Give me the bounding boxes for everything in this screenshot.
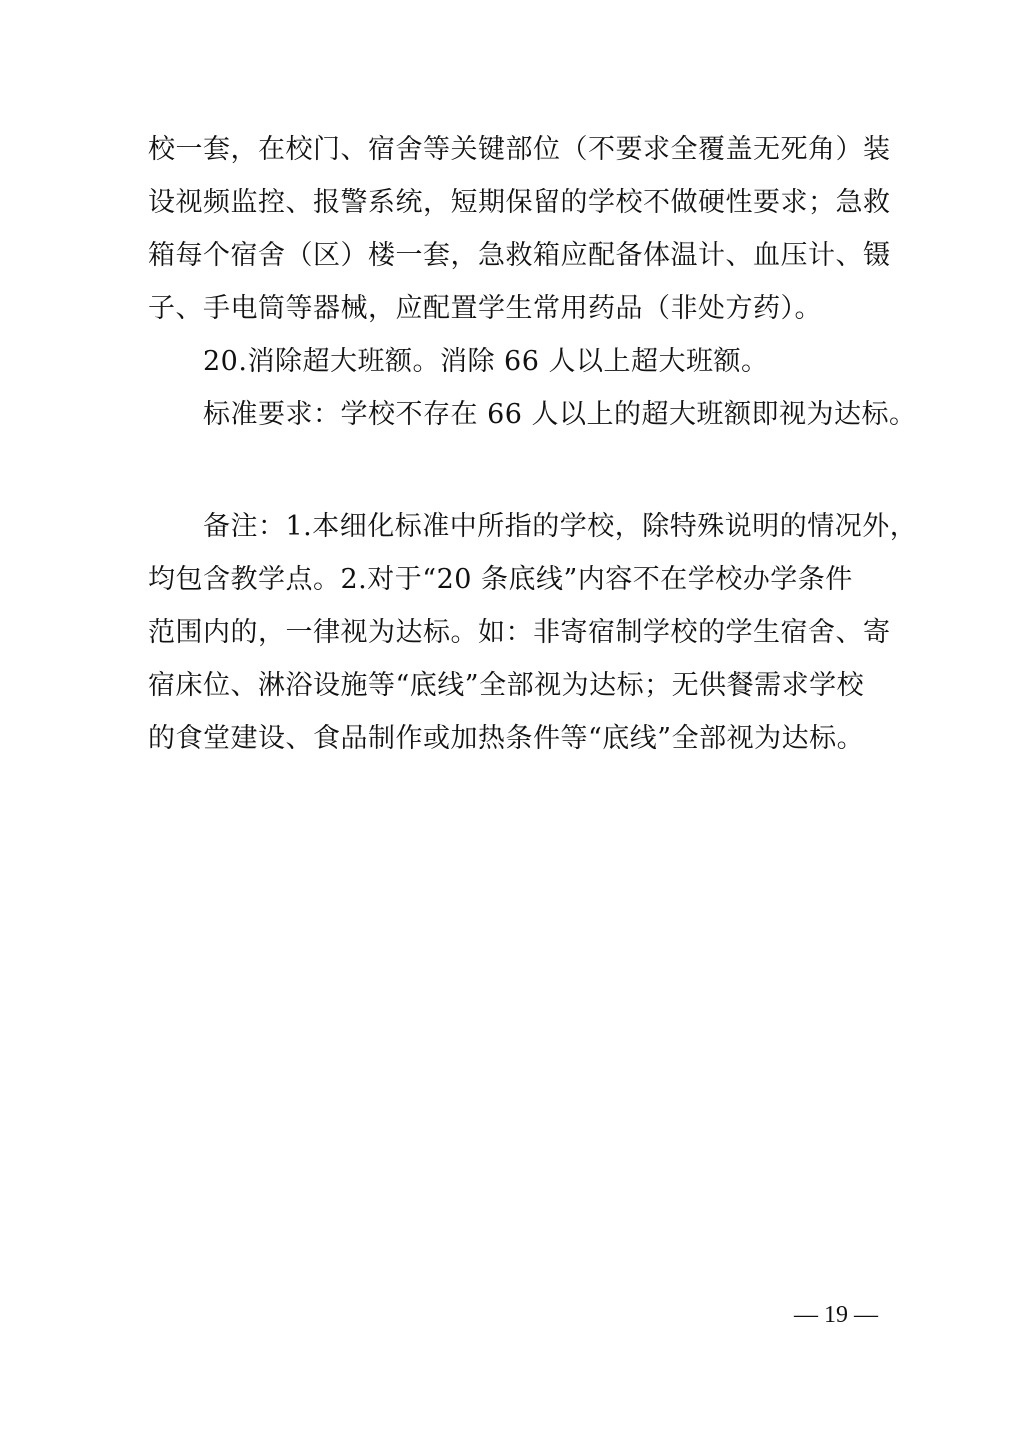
note-line: 均包含教学点。2.对于“20 条底线”内容不在学校办学条件	[148, 564, 853, 595]
note-line: 备注：1.本细化标准中所指的学校，除特殊说明的情况外，	[203, 511, 918, 542]
page-number: — 19 —	[794, 1302, 878, 1328]
note-line: 宿床位、淋浴设施等“底线”全部视为达标；无供餐需求学校	[148, 670, 865, 701]
note-line: 范围内的，一律视为达标。如：非寄宿制学校的学生宿舍、寄	[148, 617, 891, 648]
paragraph-line: 校一套，在校门、宿舍等关键部位（不要求全覆盖无死角）装	[148, 134, 891, 165]
paragraph-line: 箱每个宿舍（区）楼一套，急救箱应配备体温计、血压计、镊	[148, 240, 891, 271]
note-line: 的食堂建设、食品制作或加热条件等“底线”全部视为达标。	[148, 723, 865, 754]
item-20-heading: 20.消除超大班额。消除 66 人以上超大班额。	[203, 346, 769, 377]
item-20-standard: 标准要求：学校不存在 66 人以上的超大班额即视为达标。	[203, 399, 917, 430]
paragraph-line: 设视频监控、报警系统，短期保留的学校不做硬性要求；急救	[148, 187, 891, 218]
paragraph-line: 子、手电筒等器械，应配置学生常用药品（非处方药）。	[148, 293, 822, 324]
